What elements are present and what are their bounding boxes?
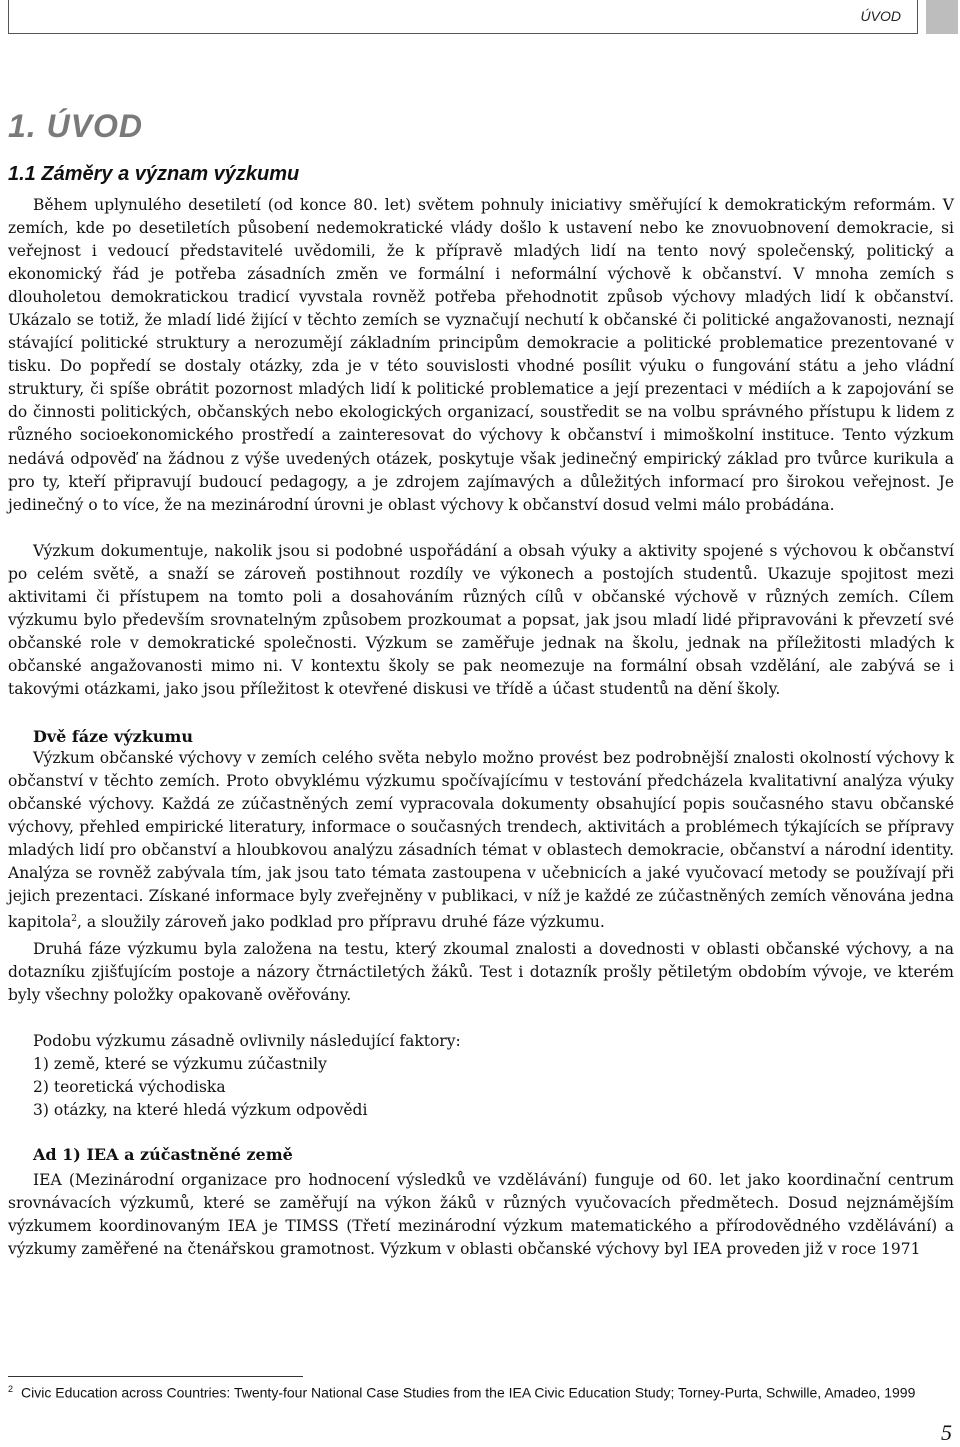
- header-decor-block: [926, 0, 958, 34]
- intro-paragraph-1: Během uplynulého desetiletí (od konce 80. let) světem pohnuly iniciativy směřující k demokratickým reformám. V zemích, kde po desetiletích působení nedemokratické vlády došlo k ustavení nebo ke znovuobnovení demokracie, si veřejnost i vedoucí představitelé uvědomili, že k přípravě mladých lidí na tento nový společenský, politický a ekonomický řád je potřeba zásadních změn ve formální i neformální výchově k občanství. V mnoha zemích s dlouholetou demokratickou tradicí vyvstala rovněž potřeba přehodnotit způsob výchovy mladých lidí k občanství. Ukázalo se totiž, že mladí lidé žijící v těchto zemích se vyznačují nechutí k občanské či politické angažovanosti, neznají stávající politické struktury a nerozumějí základním principům demokracie a politické problematice prezentované v tisku. Do popředí se dostaly otázky, zda je v této souvislosti vhodné posílit výuku o fungování státu a jeho vládní struktury, či spíše obrátit pozornost mladých lidí k politické problematice a její prezentaci v médiích a k zapojování se do činnosti politických, občanských nebo ekologických organizací, soustředit se na volbu správného přístupu k lidem z různého socioekonomického prostředí a zainteresovat do výchovy k občanství i mimoškolní instituce. Tento výzkum nedává odpověď na žádnou z výše uvedených otázek, poskytuje však jedinečný empirický základ pro tvůrce kurikula a pro ty, kteří připravují budoucí pedagogy, a je zdrojem zajímavých a důležitých informací pro širokou veřejnost. Je jedinečný o to více, že na mezinárodní úrovni je oblast výchovy k občanství dosud velmi málo probádána.: [8, 196, 954, 514]
- section-title: 1.1 Záměry a význam výzkumu: [8, 163, 300, 185]
- footnote: [8, 1384, 915, 1401]
- footnote-number: 2: [8, 1384, 14, 1394]
- footnote-ref: 2: [71, 914, 78, 925]
- footnote-text: Civic Education across Countries: Twenty-four National Case Studies from the IEA Civic Education Study; Torney-Purta, Schwille, Amadeo, 1999: [21, 1384, 916, 1401]
- page-number: 5: [941, 1420, 952, 1445]
- subhead-iea: Ad 1) IEA a zúčastněné země: [33, 1145, 293, 1164]
- running-title: ÚVOD: [860, 8, 901, 24]
- intro-paragraph-2: Výzkum dokumentuje, nakolik jsou si podobné uspořádání a obsah výuky a aktivity spojené s výchovou k občanství po celém světě, a snaží se zároveň postihnout rozdíly ve výkonech a postojích studentů. Ukazuje spojitost mezi aktivitami či přístupem na tomto poli a dosahováním různých cílů v občanské výchově v různých zemích. Cílem výzkumu bylo především srovnatelným způsobem prozkoumat a popsat, jak jsou mladí lidé připravováni k převzetí své občanské role v demokratické společnosti. Výzkum se zaměřuje jednak na školu, jednak na příležitosti mladých k občanské angažovanosti mimo ni. V kontextu školy se pak neomezuje na formální obsah vzdělání, ale zabývá se i takovými otázkami, jako jsou příležitost k otevřené diskusi ve třídě a účast studentů na dění školy.: [8, 542, 954, 699]
- factors-intro: Podobu výzkumu zásadně ovlivnily následující faktory:: [33, 1032, 461, 1050]
- running-header: [8, 0, 918, 34]
- phases-paragraph-2: Druhá fáze výzkumu byla založena na testu, který zkoumal znalosti a dovednosti v oblasti občanské výchovy, a na dotazníku zjišťujícím postoje a názory čtrnáctiletých žáků. Test i dotazník prošly pětiletým obdobím vývoje, ve kterém byly všechny položky opakovaně ověřovány.: [8, 940, 954, 1005]
- list-item: 1) země, které se výzkumu zúčastnily: [33, 1055, 327, 1073]
- phases-paragraph-1: Výzkum občanské výchovy v zemích celého světa nebylo možno provést bez podrobnější znalosti okolností výchovy k občanství v těchto zemích. Proto obvyklému výzkumu spočívajícímu v testování předcházela kvalitativní analýza výuky občanské výchovy. Každá ze zúčastněných zemí vypracovala dokumenty obsahující popis současného stavu občanské výchovy, přehled empirické literatury, informace o současných trendech, aktivitách a problémech týkajících se přípravy mladých lidí pro občanství a hloubkovou analýzu zásadních témat v oblastech demokracie, občanství a národní identity. Analýza se rovněž zabývala tím, jak jsou tato témata zastoupena v učebnicích a jaké vyučovací metody se používají při jejich prezentaci. Získané informace byly zveřejněny v publikaci, v níž je každé ze zúčastněných zemích věnována jedna kapitola$^2$, a sloužily zároveň jako podklad pro přípravu druhé fáze výzkumu.: [8, 749, 954, 932]
- list-item: 2) teoretická východiska: [33, 1078, 226, 1096]
- chapter-title: 1. ÚVOD: [8, 108, 144, 144]
- subhead-phases: Dvě fáze výzkumu: [33, 727, 193, 746]
- footnote-divider: [8, 1376, 303, 1377]
- list-item: 3) otázky, na které hledá výzkum odpovědi: [33, 1101, 368, 1119]
- iea-paragraph: IEA (Mezinárodní organizace pro hodnocení výsledků ve vzdělávání) funguje od 60. let jako koordinační centrum srovnávacích výzkumů, které se zaměřují na výkon žáků v různých vyučovacích předmětech. Dosud nejznámějším výzkumem koordinovaným IEA je TIMSS (Třetí mezinárodní výzkum matematického a přírodovědného vzdělávání) a výzkumy zaměřené na čtenářskou gramotnost. Výzkum v oblasti občanské výchovy byl IEA proveden již v roce 1971: [8, 1171, 954, 1259]
